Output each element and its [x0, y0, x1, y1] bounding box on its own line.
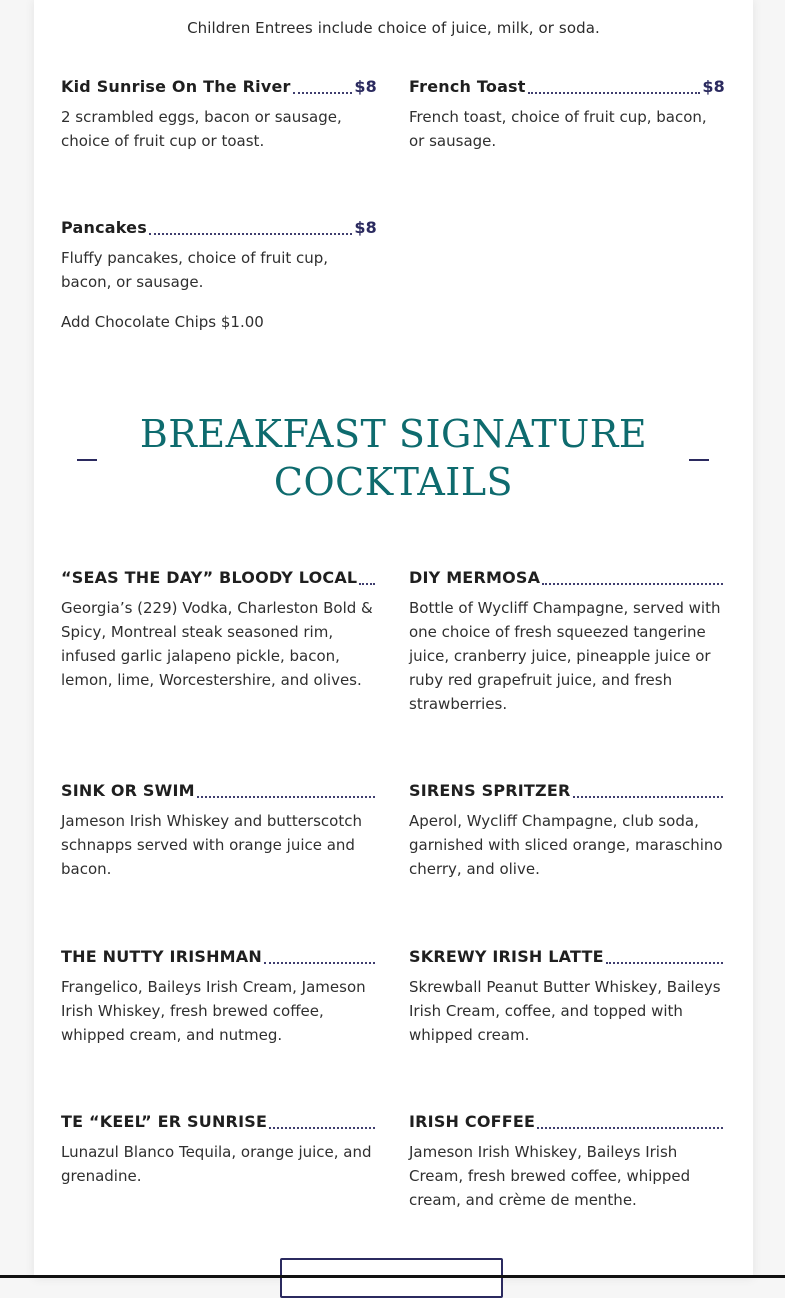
cocktail-item-bloody-local	[61, 566, 377, 692]
cocktail-item-irish-coffee	[409, 1110, 725, 1212]
cocktail-name: SKREWY IRISH LATTE	[409, 947, 604, 966]
title-right-dash	[689, 459, 709, 461]
menu-item-kid-sunrise	[61, 75, 377, 153]
cocktail-item-header	[61, 945, 377, 967]
cocktail-name: “SEAS THE DAY” BLOODY LOCAL	[61, 568, 358, 587]
cocktail-item-header	[61, 566, 377, 588]
dotted-leader	[573, 796, 724, 798]
cocktail-name: DIY MERMOSA	[409, 568, 541, 587]
cocktail-item-sink-or-swim	[61, 779, 377, 881]
cocktail-description: Jameson Irish Whiskey and butterscotch schnapps served with orange juice and bacon.	[61, 812, 362, 878]
menu-item-header	[61, 75, 377, 97]
menu-item-pancakes	[61, 216, 377, 294]
bottom-action-button[interactable]	[280, 1258, 503, 1298]
cocktail-item-header	[409, 566, 725, 588]
cocktail-item-te-keel-er-sunrise	[61, 1110, 377, 1188]
cocktail-description: Lunazul Blanco Tequila, orange juice, and grenadine.	[61, 1143, 372, 1185]
section-title-line2: COCKTAILS	[273, 460, 514, 504]
menu-item-description: 2 scrambled eggs, bacon or sausage, choice of fruit cup or toast.	[61, 108, 342, 150]
menu-item-description: French toast, choice of fruit cup, bacon, or sausage.	[409, 108, 707, 150]
section-title-line1: BREAKFAST SIGNATURE	[139, 412, 648, 456]
cocktail-description: Bottle of Wycliff Champagne, served with one choice of fresh squeezed tangerine juice, cranberry juice, pineapple juice or ruby red grapefruit juice, and fresh strawberries.	[409, 599, 721, 713]
dotted-leader	[537, 1127, 723, 1129]
menu-item-name: French Toast	[409, 77, 526, 96]
cocktail-item-sirens-spritzer	[409, 779, 725, 881]
dotted-leader	[269, 1127, 375, 1129]
cocktail-item-skrewy-irish-latte	[409, 945, 725, 1047]
dotted-leader	[197, 796, 375, 798]
menu-item-price: $8	[354, 77, 377, 96]
section-title-cocktails	[34, 410, 753, 506]
cocktail-item-diy-mermosa	[409, 566, 725, 716]
cocktail-name: SINK OR SWIM	[61, 781, 195, 800]
menu-item-name: Pancakes	[61, 218, 147, 237]
menu-item-header	[409, 75, 725, 97]
menu-item-name: Kid Sunrise On The River	[61, 77, 291, 96]
cocktail-description: Aperol, Wycliff Champagne, club soda, garnished with sliced orange, maraschino cherry, and olive.	[409, 812, 723, 878]
cocktail-item-header	[409, 779, 725, 801]
menu-item-price: $8	[702, 77, 725, 96]
cocktail-item-nutty-irishman	[61, 945, 377, 1047]
dotted-leader	[542, 583, 723, 585]
dotted-leader	[149, 233, 352, 235]
dotted-leader	[528, 92, 701, 94]
cocktail-description: Jameson Irish Whiskey, Baileys Irish Cream, fresh brewed coffee, whipped cream, and crème de menthe.	[409, 1143, 691, 1209]
menu-item-description: Fluffy pancakes, choice of fruit cup, bacon, or sausage.	[61, 249, 329, 291]
cocktail-item-header	[409, 945, 725, 967]
dotted-leader	[359, 583, 375, 585]
addon-note: Add Chocolate Chips $1.00	[61, 313, 264, 331]
cocktail-description: Georgia’s (229) Vodka, Charleston Bold & Spicy, Montreal steak seasoned rim, infused garlic jalapeno pickle, bacon, lemon, lime, Worcestershire, and olives.	[61, 599, 373, 689]
dotted-leader	[293, 92, 353, 94]
menu-item-price: $8	[354, 218, 377, 237]
cocktail-description: Frangelico, Baileys Irish Cream, Jameson Irish Whiskey, fresh brewed coffee, whipped cream, and nutmeg.	[61, 978, 366, 1044]
cocktail-name: THE NUTTY IRISHMAN	[61, 947, 262, 966]
cocktail-description: Skrewball Peanut Butter Whiskey, Baileys Irish Cream, coffee, and topped with whipped cream.	[409, 978, 721, 1044]
menu-item-header	[61, 216, 377, 238]
cocktail-name: TE “KEEL” ER SUNRISE	[61, 1112, 268, 1131]
kids-entrees-note: Children Entrees include choice of juice, milk, or soda.	[187, 19, 600, 37]
dotted-leader	[606, 962, 723, 964]
cocktail-name: IRISH COFFEE	[409, 1112, 536, 1131]
cocktail-item-header	[61, 779, 377, 801]
cocktail-name: SIRENS SPRITZER	[409, 781, 571, 800]
menu-item-french-toast	[409, 75, 725, 153]
dotted-leader	[264, 962, 375, 964]
cocktail-item-header	[409, 1110, 725, 1132]
menu-card	[34, 0, 753, 1278]
cocktail-item-header	[61, 1110, 377, 1132]
